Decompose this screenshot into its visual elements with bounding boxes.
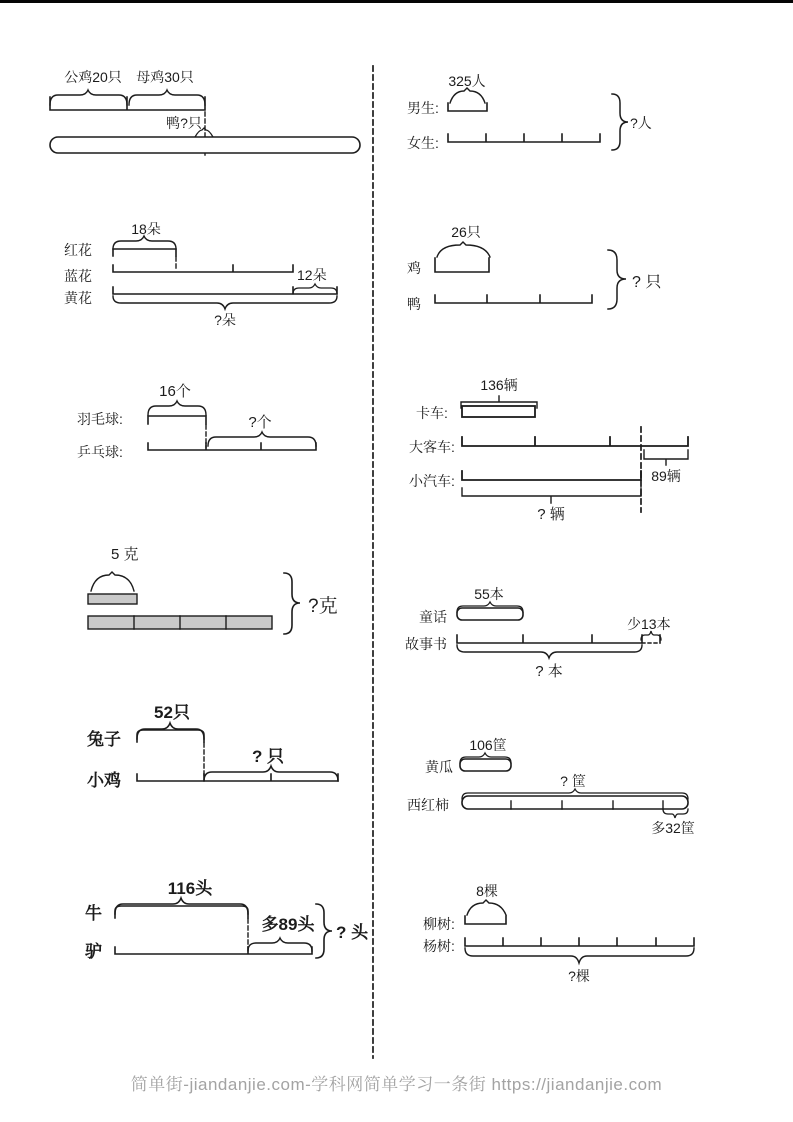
boys-brace xyxy=(450,88,485,103)
rooster-label: 公鸡20只 xyxy=(64,69,122,85)
chick-unknown-label: ? 只 xyxy=(251,747,285,766)
chick-label: 小鸡 xyxy=(87,771,121,790)
extra-amount-label: 89辆 xyxy=(651,468,681,484)
cucumber-label: 黄瓜 xyxy=(425,759,453,775)
donkey-label: 驴 xyxy=(85,942,102,961)
trees-under-brace xyxy=(465,948,694,963)
tomato-label: 西红柿 xyxy=(407,797,449,813)
diagram-flowers xyxy=(64,221,337,328)
chicken-brace xyxy=(437,242,490,257)
diagram-cattle xyxy=(84,878,369,961)
grams-total-label: ?克 xyxy=(308,596,338,617)
chicken-bar xyxy=(435,258,489,272)
pingpong-label: 乒乓球: xyxy=(77,444,123,460)
less-brace xyxy=(641,631,661,640)
rabbit-amount-label: 52只 xyxy=(154,703,190,722)
rooster-brace xyxy=(50,90,127,105)
truck-label: 卡车: xyxy=(416,405,448,421)
grams-amount-label: 5 克 xyxy=(111,546,139,563)
red-bar xyxy=(113,249,176,256)
more-amount-label: 多32筐 xyxy=(651,820,695,836)
fairytale-amount-label: 55本 xyxy=(474,586,504,602)
badminton-amount-label: 16个 xyxy=(159,383,191,400)
total-bar xyxy=(50,137,360,153)
tomato-bar xyxy=(462,796,688,809)
chick-bar xyxy=(137,774,338,781)
more-brace xyxy=(248,938,312,951)
willow-label: 柳树: xyxy=(423,916,455,932)
yellow-flower-label: 黄花 xyxy=(64,290,92,306)
diagram-chickens xyxy=(50,69,360,155)
willow-brace xyxy=(467,900,506,915)
storybook-label: 故事书 xyxy=(405,636,447,652)
trees-total-label: ?棵 xyxy=(568,968,590,984)
poultry-right-brace xyxy=(608,250,626,309)
grams-right-brace xyxy=(284,573,300,634)
rabbit-label: 兔子 xyxy=(87,730,121,749)
red-brace xyxy=(113,236,176,249)
duck-label: 鸭?只 xyxy=(166,115,202,131)
vehicles-total-label: ? 辆 xyxy=(537,506,565,523)
boys-label: 男生: xyxy=(407,100,439,116)
diagram-books xyxy=(405,586,671,680)
pingpong-bar xyxy=(148,443,316,450)
diagram-vehicles xyxy=(409,377,688,523)
red-flower-label: 红花 xyxy=(64,242,92,258)
bus-bar xyxy=(462,437,688,446)
cattle-right-brace xyxy=(316,904,332,958)
books-under-brace xyxy=(457,645,642,658)
fairytale-label: 童话 xyxy=(419,609,447,625)
willow-amount-label: 8棵 xyxy=(476,883,498,899)
cow-label: 牛 xyxy=(85,904,102,923)
more-under-brace xyxy=(663,809,688,818)
poplar-label: 杨树: xyxy=(423,938,455,954)
more-amount-label: 多89头 xyxy=(261,915,315,934)
extra-brace xyxy=(293,284,337,294)
duck-bar xyxy=(435,295,592,303)
cow-amount-label: 116头 xyxy=(167,879,213,898)
unknown-amount-label: ?个 xyxy=(248,414,272,431)
diagram-balls xyxy=(77,383,316,460)
boys-bar xyxy=(448,103,487,111)
extra-amount-label: 12朵 xyxy=(297,267,327,283)
diagram-students xyxy=(407,73,652,151)
chicken-label: 鸡 xyxy=(407,260,421,276)
girls-label: 女生: xyxy=(407,135,439,151)
poultry-total-label: ? 只 xyxy=(632,274,662,291)
badminton-bar xyxy=(148,416,206,424)
storybook-bar xyxy=(457,635,642,643)
rabbit-brace xyxy=(137,723,204,739)
rabbit-bar xyxy=(137,730,204,742)
diagram-trees xyxy=(423,883,694,984)
bus-label: 大客车: xyxy=(409,439,455,455)
diagram-vegetables xyxy=(407,737,695,836)
boys-amount-label: 325人 xyxy=(448,73,486,89)
books-total-label: ? 本 xyxy=(535,663,563,680)
extra-bracket xyxy=(644,450,688,465)
footer-watermark: 简单街-jiandanjie.com-学科网简单学习一条街 https://jiandanjie.com xyxy=(130,1075,663,1094)
poplar-bar xyxy=(465,938,694,946)
girls-bar xyxy=(448,134,600,142)
diagram-rabbits xyxy=(87,703,338,790)
chicken-amount-label: 26只 xyxy=(451,224,481,240)
willow-bar xyxy=(465,916,506,924)
car-under-bracket xyxy=(462,488,641,503)
students-right-brace xyxy=(612,94,628,150)
diagram-poultry xyxy=(407,224,661,312)
cow-bar xyxy=(115,906,248,918)
donkey-bar xyxy=(115,947,312,954)
small-gray-bar xyxy=(88,594,137,604)
cucumber-bar xyxy=(460,759,511,771)
hen-label: 母鸡30只 xyxy=(136,69,194,85)
cattle-total-label: ? 头 xyxy=(336,923,369,942)
car-bar xyxy=(462,471,641,480)
car-label: 小汽车: xyxy=(409,473,455,489)
less-amount-label: 少13本 xyxy=(627,616,671,632)
blue-bar xyxy=(113,265,293,272)
total-under-brace xyxy=(113,296,337,309)
unknown-brace xyxy=(208,432,316,446)
badminton-label: 羽毛球: xyxy=(77,411,123,427)
cucumber-amount-label: 106筐 xyxy=(469,737,507,753)
truck-bar xyxy=(462,406,535,417)
truck-amount-label: 136辆 xyxy=(480,377,518,393)
tomato-unknown-label: ? 筐 xyxy=(560,773,586,789)
badminton-brace xyxy=(148,401,206,415)
chickens-top-bar xyxy=(50,97,205,110)
hen-brace xyxy=(129,90,205,105)
total-label: ?朵 xyxy=(214,312,236,328)
red-amount-label: 18朵 xyxy=(131,221,161,237)
fairytale-bar xyxy=(457,608,523,620)
blue-flower-label: 蓝花 xyxy=(64,268,92,284)
diagram-grams xyxy=(88,545,338,634)
duck-label: 鸭 xyxy=(407,296,421,312)
students-total-label: ?人 xyxy=(630,115,652,131)
grams-brace xyxy=(91,572,134,591)
